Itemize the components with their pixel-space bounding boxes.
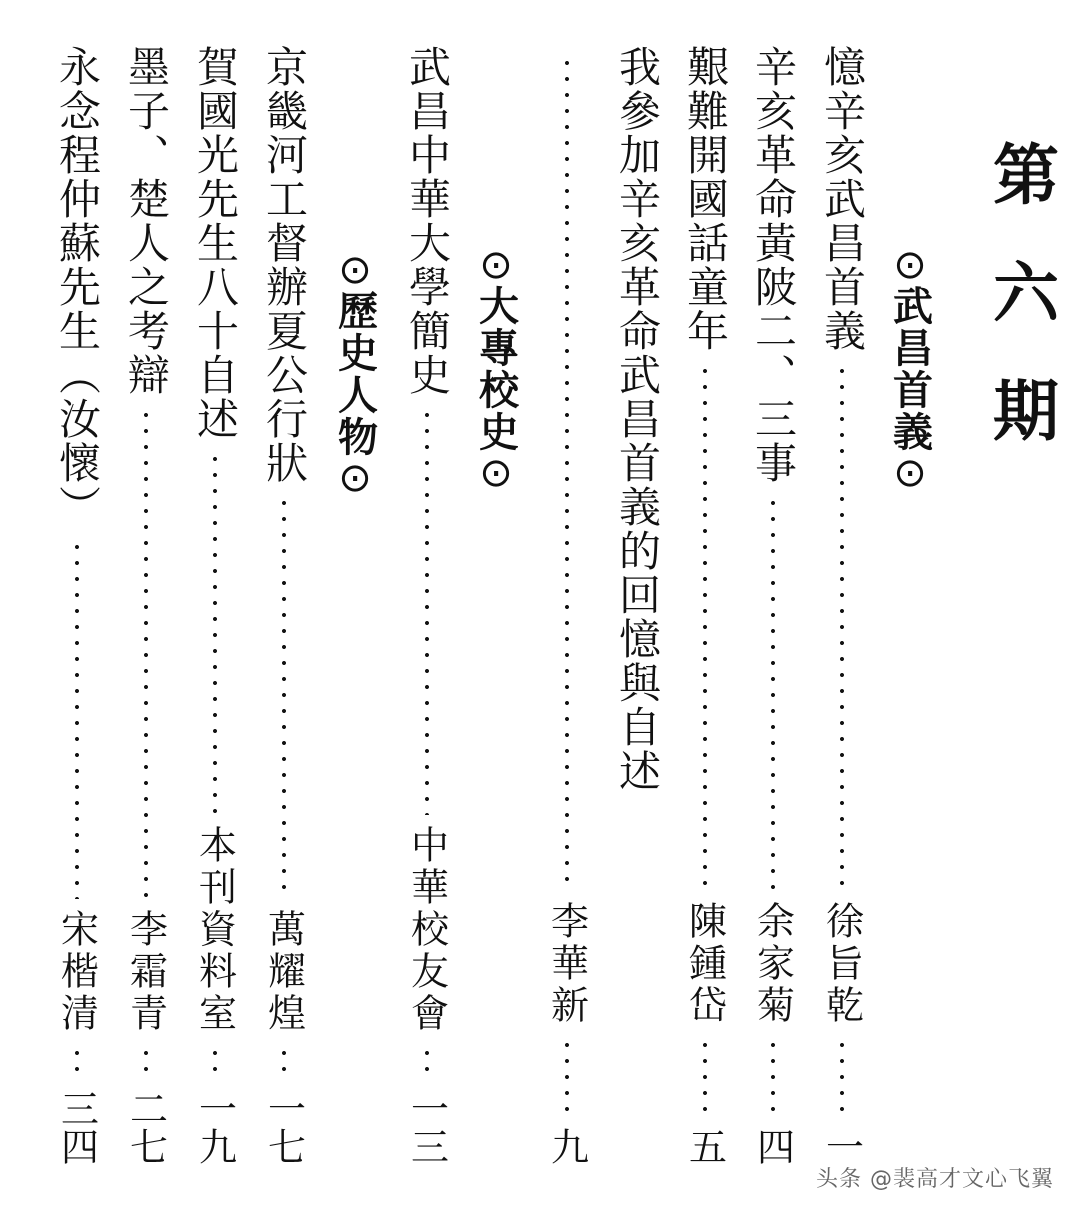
leader-dots xyxy=(563,1037,571,1117)
leader-dots xyxy=(838,1037,846,1117)
target-bullet-icon xyxy=(479,453,513,493)
leader-dots xyxy=(142,1045,150,1079)
target-bullet-icon xyxy=(338,250,372,290)
entry-title: 憶辛亥武昌首義 xyxy=(818,45,867,353)
section-heading-text: 歷史人物 xyxy=(331,290,378,458)
leader-dots xyxy=(280,1045,288,1079)
entry-title: 墨子、楚人之考辯 xyxy=(122,45,171,397)
leader-dots xyxy=(211,451,219,815)
toc-entry[interactable] xyxy=(675,45,735,1165)
leader-dots xyxy=(701,363,709,891)
entry-title: 艱難開國話童年 xyxy=(681,45,730,353)
leader-dots xyxy=(73,1045,81,1079)
entry-title: 武昌中華大學簡史 xyxy=(403,45,452,397)
target-bullet-icon xyxy=(479,245,513,285)
toc-entry[interactable] xyxy=(116,45,176,1165)
entry-page: 二七 xyxy=(123,1089,168,1165)
toc-entry[interactable] xyxy=(812,45,872,1165)
toc-entry[interactable] xyxy=(254,45,314,1165)
section-heading-text: 武昌首義 xyxy=(886,285,933,453)
entry-page: 一七 xyxy=(261,1089,306,1165)
leader-dots xyxy=(769,1037,777,1117)
leader-dots xyxy=(423,1045,431,1079)
leader-dots xyxy=(701,1037,709,1117)
toc-entry[interactable] xyxy=(743,45,803,1165)
entry-title: 辛亥革命黃陂二、三事 xyxy=(749,45,798,485)
section-heading-3 xyxy=(325,250,385,540)
section-heading-2 xyxy=(466,245,526,555)
entry-author: 萬耀煌 xyxy=(261,909,306,1035)
section-heading-text: 大專校史 xyxy=(472,285,519,453)
leader-dots xyxy=(73,539,81,899)
issue-title: 第六期 xyxy=(981,140,1059,494)
leader-dots xyxy=(769,495,777,891)
toc-entry-title-column[interactable] xyxy=(607,45,667,885)
issue-title-column xyxy=(981,140,1059,494)
watermark-text: 头条 @裴高才文心飞翼 xyxy=(816,1167,1054,1192)
entry-author: 李霜青 xyxy=(123,909,168,1035)
entry-page: 一九 xyxy=(192,1089,237,1165)
toc-entry[interactable] xyxy=(397,45,457,1165)
entry-author: 本刊資料室 xyxy=(192,825,237,1035)
leader-dots xyxy=(280,495,288,899)
section-heading-1 xyxy=(880,245,940,555)
entry-page: 三四 xyxy=(54,1089,99,1165)
toc-entry[interactable] xyxy=(537,45,597,1165)
entry-title: 賀國光先生八十自述 xyxy=(191,45,240,441)
target-bullet-icon xyxy=(338,458,372,498)
entry-page: 五 xyxy=(682,1127,727,1165)
leader-dots xyxy=(142,407,150,899)
entry-author: 宋楷清 xyxy=(54,909,99,1035)
entry-author: 李華新 xyxy=(544,901,589,1027)
entry-page: 一三 xyxy=(404,1089,449,1165)
entry-title: 京畿河工督辦夏公行狀 xyxy=(260,45,309,485)
leader-dots xyxy=(211,1045,219,1079)
entry-page: 四 xyxy=(750,1127,795,1165)
toc-entry[interactable] xyxy=(185,45,245,1165)
target-bullet-icon xyxy=(893,453,927,493)
target-bullet-icon xyxy=(893,245,927,285)
entry-author: 陳鍾岱 xyxy=(682,901,727,1027)
leader-dots xyxy=(838,363,846,891)
toc-entry[interactable] xyxy=(47,45,107,1165)
entry-title: 永念程仲蘇先生（汝懷） xyxy=(53,45,102,529)
entry-author: 中華校友會 xyxy=(404,825,449,1035)
entry-author: 徐旨乾 xyxy=(819,901,864,1027)
leader-dots xyxy=(423,407,431,815)
entry-page: 九 xyxy=(544,1127,589,1165)
entry-title: 我參加辛亥革命武昌首義的回憶與自述 xyxy=(613,45,662,793)
leader-dots xyxy=(563,55,571,891)
entry-author: 余家菊 xyxy=(750,901,795,1027)
entry-page: 一 xyxy=(819,1127,864,1165)
